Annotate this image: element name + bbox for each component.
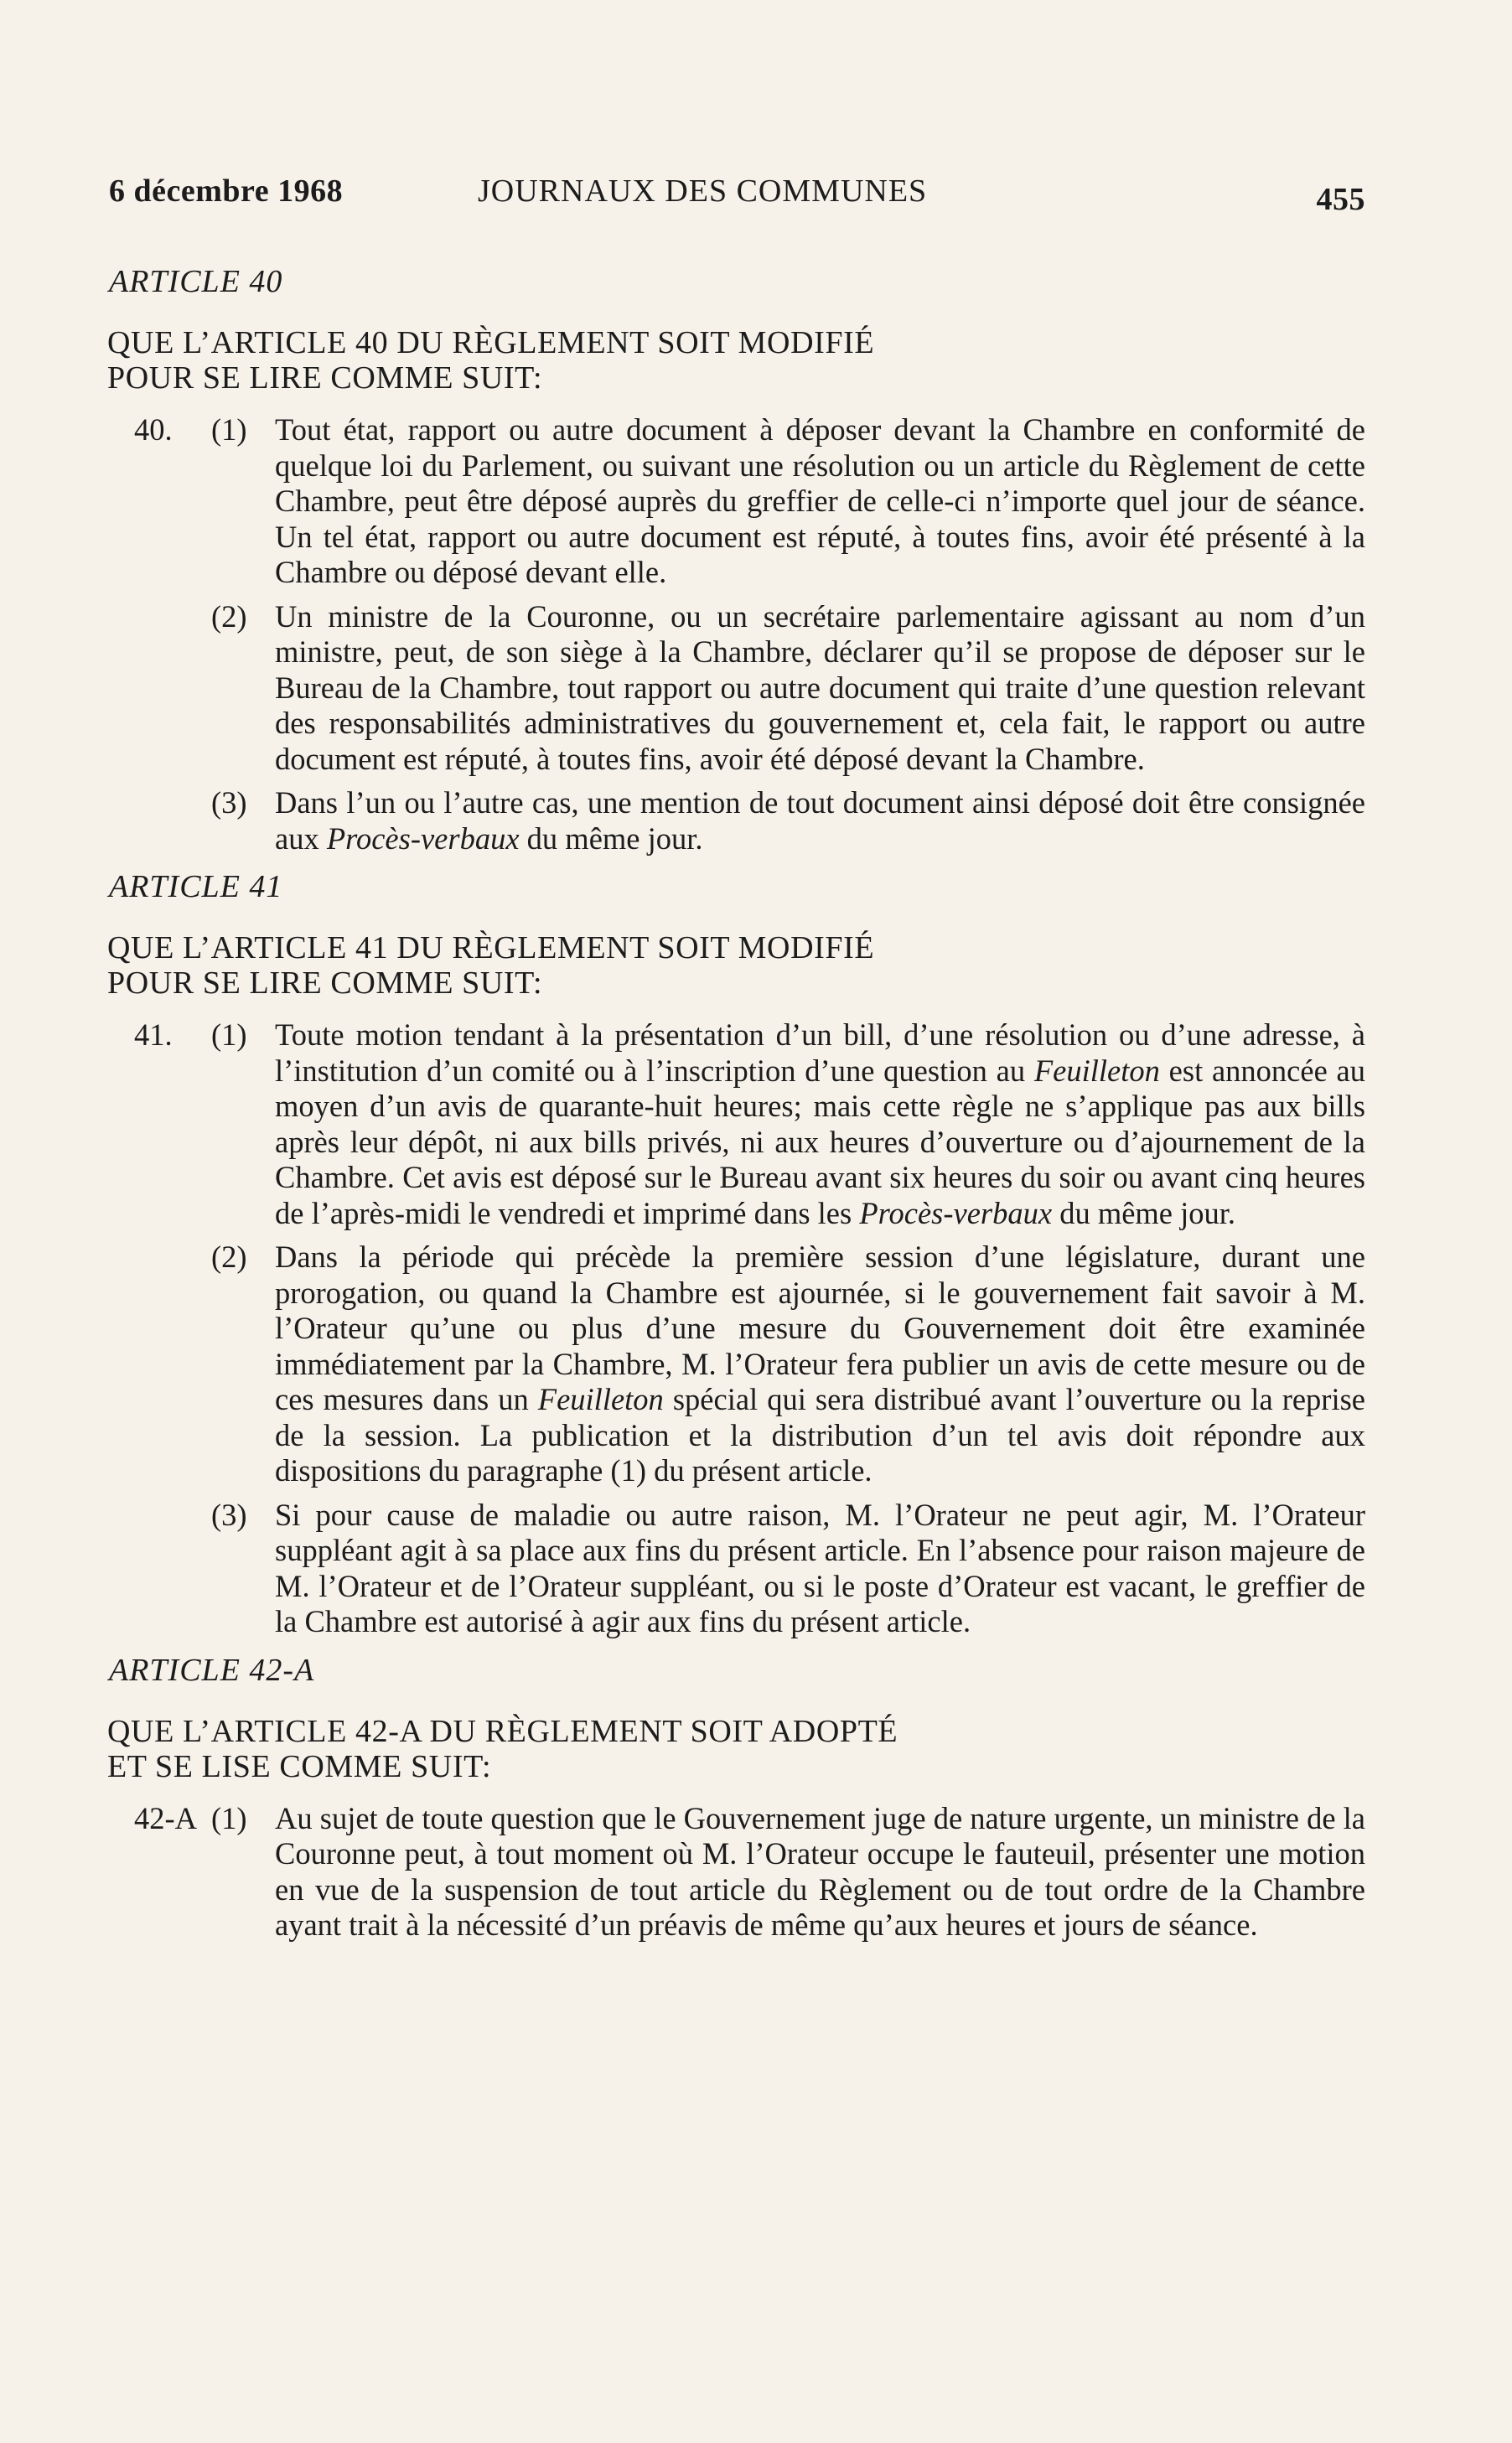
motion-line: POUR SE LIRE COMME SUIT: [107,360,543,396]
motion-text [107,325,1365,396]
clause-text: Toute motion tendant à la présentation d’un bill, d’une résolution ou d’une adresse, à l’institution d’un comité ou à l’inscription d’une question au Feuilleton est annoncée au moyen d’un avis de quarante-huit heures; mais cette règle ne s’applique pas aux bills après leur dépôt, ni aux bills privés, ni aux heures d’ouverture ou d’ajournement de la Chambre. Cet avis est déposé sur le Bureau avant six heures du soir ou avant cinq heures de l’après-midi le vendredi et imprimé dans les Procès-verbaux du même jour. [275,1017,1365,1230]
page-number: 455 [1316,182,1365,217]
paragraph-number: (2) [211,1240,247,1274]
article-heading: ARTICLE 42-A [109,1652,315,1688]
clause-text: Si pour cause de maladie ou autre raison, M. l’Orateur ne peut agir, M. l’Orateur suppléant agit à sa place aux fins du présent article. En l’absence pour raison majeure de M. l’Orateur et de l’Orateur suppléant, ou si le poste d’Orateur est vacant, le greffier de la Chambre est autorisé à agir aux fins du présent article. [275,1497,1365,1638]
clause-41-1 [101,1017,1365,1231]
clause-text: Dans la période qui précède la première session d’une législature, durant une prorogation, ou quand la Chambre est ajournée, si le gouvernement fait savoir à M. l’Orateur qu’une ou plus d’une mesure du Gouvernement doit être examinée immédiatement par la Chambre, M. l’Orateur fera publier un avis de cette mesure ou de ces mesures dans un Feuilleton spécial qui sera distribué avant l’ouverture ou la reprise de la session. La publication et la distribution d’un tel avis doit répondre aux dispositions du paragraphe (1) du présent article. [275,1240,1365,1488]
italic-term: Procès-verbaux [859,1195,1053,1230]
header-journal-title: JOURNAUX DES COMMUNES [478,173,928,209]
rule-number: 40. [134,412,173,447]
clause-40-3 [101,785,1365,857]
motion-text [107,930,1365,1001]
italic-term: Procès-verbaux [326,820,520,856]
clause-text: Un ministre de la Couronne, ou un secrétaire parlementaire agissant au nom d’un ministre, peut, de son siège à la Chambre, déclarer qu’il se propose de déposer sur le Bureau de la Chambre, tout rapport ou autre document qui traite d’une question relevant des responsabilités administratives du gouvernement et, cela fait, le rapport ou autre document est réputé, à toutes fins, avoir été déposé devant la Chambre. [275,598,1365,776]
clause-text: Dans l’un ou l’autre cas, une mention de tout document ainsi déposé doit être consignée aux Procès-verbaux du même jour. [275,785,1365,856]
paragraph-number: (3) [211,1497,247,1532]
clause-41-2 [101,1240,1365,1489]
motion-line: QUE L’ARTICLE 42-A DU RÈGLEMENT SOIT ADOPTÉ [107,1713,898,1749]
paragraph-number: (1) [211,412,247,447]
motion-line: ET SE LISE COMME SUIT: [107,1748,492,1784]
clause-41-3 [101,1498,1365,1640]
motion-line: QUE L’ARTICLE 41 DU RÈGLEMENT SOIT MODIFIÉ [107,930,875,965]
article-heading: ARTICLE 41 [109,869,283,904]
clause-42a-1 [101,1801,1365,1944]
article-heading: ARTICLE 40 [109,264,283,299]
paragraph-number: (3) [211,785,247,820]
clause-text: Au sujet de toute question que le Gouvernement juge de nature urgente, un ministre de la Couronne peut, à tout moment où M. l’Orateur occupe le fauteuil, présenter une motion en vue de la suspension de tout article du Règlement ou de tout ordre de la Chambre ayant trait à la nécessité d’un préavis de même qu’aux heures et jours de séance. [275,1800,1365,1942]
rule-number: 42-A [134,1800,198,1835]
article-40-section [101,263,1365,857]
clause-40-2 [101,599,1365,778]
clause-text: Tout état, rapport ou autre document à déposer devant la Chambre en conformité de quelque loi du Parlement, ou suivant une résolution ou un article du Règlement de cette Chambre, peut être déposé auprès du greffier de celle-ci n’importe quel jour de séance. Un tel état, rapport ou autre document est réputé, à toutes fins, avoir été présenté à la Chambre ou déposé devant elle. [275,412,1365,589]
clause-40-1 [101,412,1365,591]
header-date: 6 décembre 1968 [109,173,344,209]
motion-line: QUE L’ARTICLE 40 DU RÈGLEMENT SOIT MODIFIÉ [107,325,875,360]
paragraph-number: (2) [211,598,247,634]
running-header [101,164,1365,215]
motion-text [107,1714,1365,1784]
article-42a-section [101,1652,1365,1944]
article-41-section [101,868,1365,1640]
motion-line: POUR SE LIRE COMME SUIT: [107,965,543,1001]
paragraph-number: (1) [211,1017,247,1052]
paragraph-number: (1) [211,1800,247,1835]
italic-term: Feuilleton [537,1382,664,1416]
rule-number: 41. [134,1017,173,1052]
italic-term: Feuilleton [1033,1053,1160,1088]
